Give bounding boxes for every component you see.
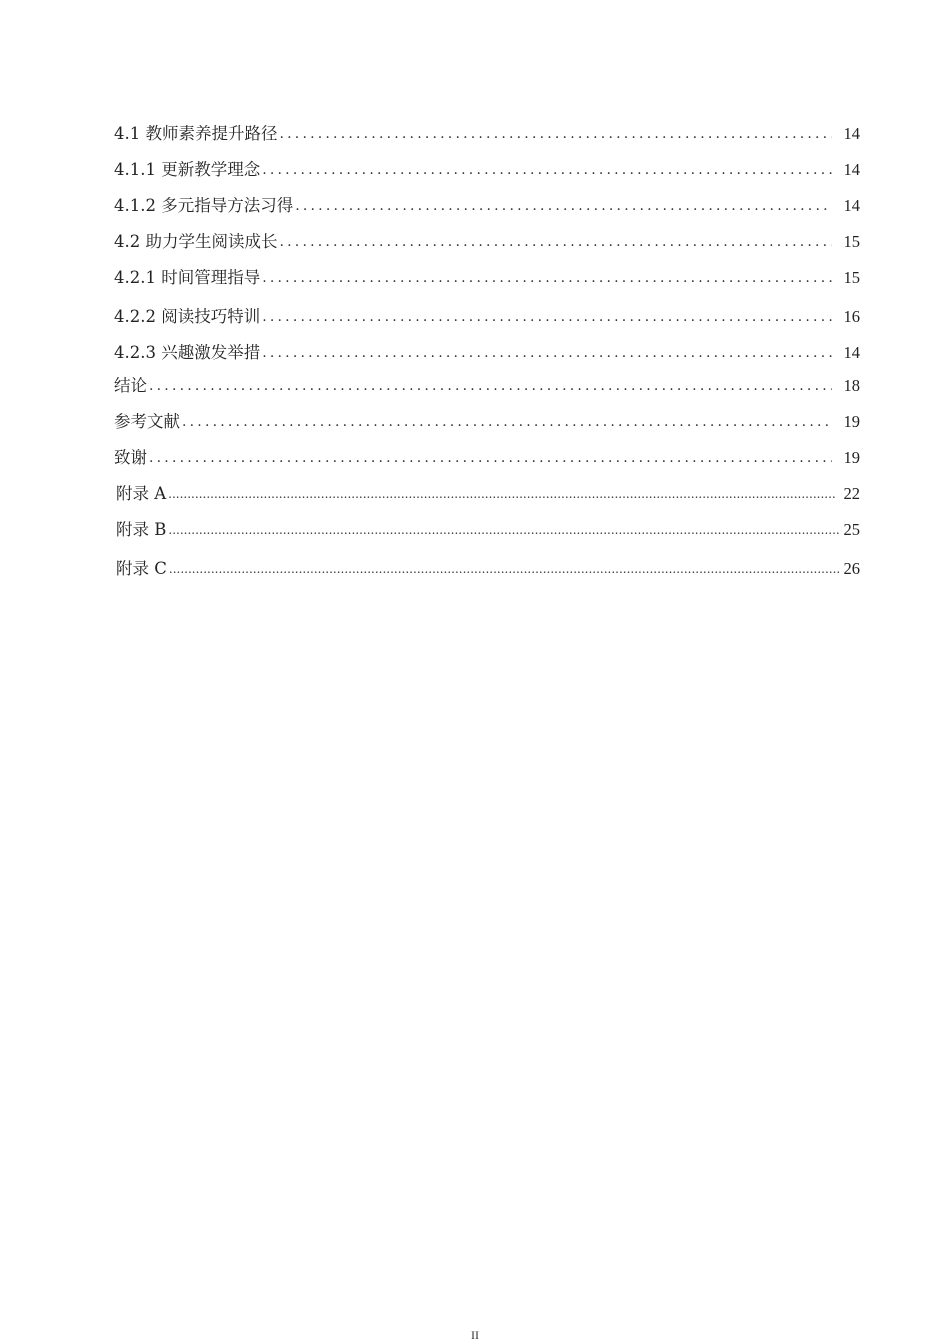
toc-dot-leader	[280, 123, 832, 145]
toc-dot-leader	[168, 519, 839, 541]
toc-entry[interactable]	[114, 302, 860, 328]
toc-entry[interactable]	[114, 338, 860, 364]
toc-dot-leader	[262, 306, 831, 328]
toc-entry-title: 附录 B	[116, 520, 167, 539]
toc-entry[interactable]	[114, 155, 860, 181]
toc-dot-leader	[169, 558, 840, 580]
toc-dot-leader	[149, 447, 832, 469]
page-number: II	[471, 1328, 479, 1342]
toc-entry-title: 参考文献	[114, 412, 180, 431]
toc-dot-leader	[280, 231, 832, 253]
toc-entry-page: 18	[843, 376, 860, 395]
toc-entry-page: 19	[843, 448, 860, 467]
toc-entry[interactable]	[114, 191, 860, 217]
toc-entry-title: 4.2 助力学生阅读成长	[114, 232, 278, 251]
toc-entry-page: 14	[843, 124, 860, 143]
toc-entry[interactable]	[114, 371, 860, 397]
toc-entry[interactable]	[114, 119, 860, 145]
toc-dot-leader	[262, 342, 831, 364]
toc-entry-page: 22	[843, 484, 860, 503]
toc-entry-title: 致谢	[114, 448, 147, 467]
table-of-contents	[114, 119, 860, 580]
toc-entry-title: 结论	[114, 376, 147, 395]
toc-dot-leader	[182, 411, 832, 433]
toc-entry[interactable]	[114, 479, 860, 505]
toc-entry-page: 19	[843, 412, 860, 431]
toc-entry-page: 15	[843, 268, 860, 287]
toc-dot-leader	[262, 267, 831, 289]
toc-entry-title: 4.2.1 时间管理指导	[114, 268, 261, 287]
toc-entry-title: 4.2.3 兴趣激发举措	[114, 343, 261, 362]
toc-entry-title: 附录 C	[116, 559, 167, 578]
toc-entry-page: 25	[843, 520, 860, 539]
toc-entry[interactable]	[114, 515, 860, 541]
toc-entry-page: 15	[843, 232, 860, 251]
toc-entry-title: 4.1.1 更新教学理念	[114, 160, 261, 179]
toc-dot-leader	[295, 195, 831, 217]
toc-entry[interactable]	[114, 263, 860, 289]
toc-entry-page: 14	[843, 343, 860, 362]
toc-entry-page: 26	[843, 559, 860, 578]
toc-entry-title: 4.2.2 阅读技巧特训	[114, 307, 261, 326]
toc-entry-page: 14	[843, 196, 860, 215]
toc-entry-title: 4.1.2 多元指导方法习得	[114, 196, 294, 215]
toc-entry[interactable]	[114, 554, 860, 580]
toc-entry-page: 16	[843, 307, 860, 326]
toc-entry[interactable]	[114, 443, 860, 469]
toc-dot-leader	[168, 483, 835, 505]
toc-entry-page: 14	[843, 160, 860, 179]
toc-entry-title: 附录 A	[116, 484, 167, 503]
toc-dot-leader	[262, 159, 831, 181]
toc-entry[interactable]	[114, 407, 860, 433]
toc-entry[interactable]	[114, 227, 860, 253]
toc-dot-leader	[149, 375, 832, 397]
toc-entry-title: 4.1 教师素养提升路径	[114, 124, 278, 143]
